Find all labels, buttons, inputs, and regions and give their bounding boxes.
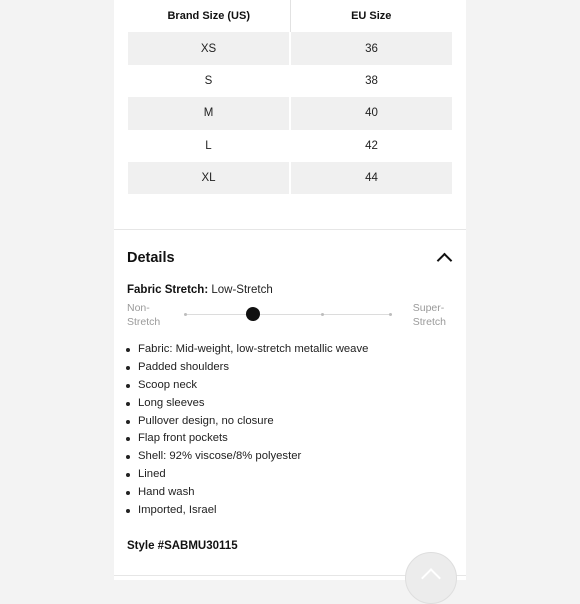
scale-min-line-2: Stretch	[127, 315, 161, 328]
list-item: Long sleeves	[138, 395, 368, 413]
scale-min-label	[127, 302, 160, 329]
scale-tick	[389, 313, 392, 316]
stretch-level-indicator	[246, 307, 260, 321]
fabric-stretch-value: Low-Stretch	[211, 284, 273, 296]
scale-tick	[321, 313, 324, 316]
list-item: Lined	[138, 466, 368, 484]
chevron-up-icon[interactable]	[437, 253, 453, 269]
fabric-stretch-label: Fabric Stretch:	[127, 284, 209, 296]
scale-min-line-1: Non-	[127, 302, 150, 314]
scale-max-label	[413, 302, 446, 329]
header-brand-size: Brand Size (US)	[167, 10, 250, 23]
brand-size-cell: S	[204, 74, 213, 87]
details-accordion-header[interactable]	[127, 248, 457, 268]
list-item: Pullover design, no closure	[138, 413, 368, 431]
details-title: Details	[127, 250, 175, 266]
header-eu-size: EU Size	[290, 0, 453, 32]
list-item: Padded shoulders	[138, 359, 368, 377]
fabric-stretch-line	[127, 284, 273, 296]
brand-size-cell: XS	[128, 32, 289, 64]
list-item: Imported, Israel	[138, 502, 368, 520]
chevron-up-icon	[421, 568, 441, 588]
brand-size-cell: XL	[128, 162, 289, 194]
eu-size-cell: 42	[289, 130, 452, 162]
table-row	[128, 130, 452, 162]
brand-size-cell: M	[128, 97, 289, 129]
size-chart-table	[128, 0, 452, 194]
section-divider	[114, 229, 466, 230]
table-row	[128, 65, 452, 97]
details-bullet-list	[124, 341, 368, 520]
eu-size-cell: 36	[289, 32, 452, 64]
list-item: Flap front pockets	[138, 430, 368, 448]
eu-size-cell: 44	[289, 162, 452, 194]
table-row	[128, 162, 452, 194]
brand-size-cell: L	[205, 139, 212, 152]
list-item: Hand wash	[138, 484, 368, 502]
style-number: Style #SABMU30115	[127, 540, 238, 552]
table-header-row	[128, 0, 452, 32]
scale-max-line-2: Stretch	[412, 315, 446, 328]
list-item: Shell: 92% viscose/8% polyester	[138, 448, 368, 466]
list-item: Fabric: Mid-weight, low-stretch metallic weave	[138, 341, 368, 359]
stretch-scale-track	[184, 314, 392, 315]
table-row	[128, 32, 452, 64]
table-row	[128, 97, 452, 129]
eu-size-cell: 40	[289, 97, 452, 129]
scale-tick	[184, 313, 187, 316]
product-panel	[114, 0, 466, 580]
list-item: Scoop neck	[138, 377, 368, 395]
scale-max-line-1: Super-	[412, 302, 445, 314]
scroll-to-top-button[interactable]	[405, 552, 457, 604]
eu-size-cell: 38	[289, 65, 452, 97]
